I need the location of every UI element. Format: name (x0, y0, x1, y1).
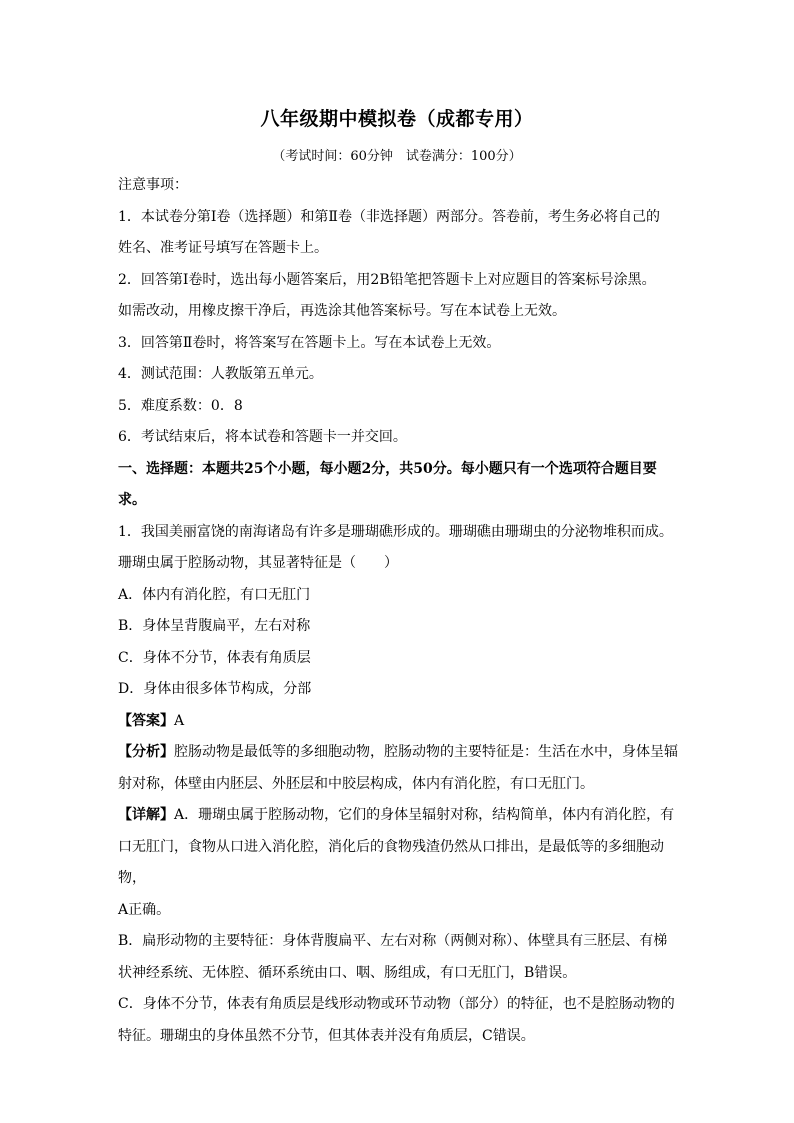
analysis-text-cont: 射对称，体壁由内胚层、外胚层和中胶层构成，体内有消化腔，有口无肛门。 (118, 775, 594, 792)
question-stem: 1．我国美丽富饶的南海诸岛有许多是珊瑚礁形成的。珊瑚礁由珊瑚虫的分泌物堆积而成。 (118, 523, 673, 540)
option-c: C．身体不分节，体表有角质层 (118, 649, 311, 666)
analysis-line (118, 737, 683, 769)
option-a: A．体内有消化腔，有口无肛门 (118, 586, 311, 603)
note-line: 6．考试结束后，将本试卷和答题卡一并交回。 (118, 429, 407, 445)
answer-tag: 【答案】 (118, 712, 174, 729)
option-d: D．身体由很多体节构成，分部 (118, 681, 312, 697)
section-heading-cont: 求。 (118, 492, 146, 508)
note-line: 4．测试范围：人教版第五单元。 (118, 366, 323, 382)
note-line: 2．回答第Ⅰ卷时，选出每小题答案后，用2B铅笔把答题卡上对应题目的答案标号涂黑。 (118, 271, 656, 288)
note-line: 姓名、准考证号填写在答题卡上。 (118, 240, 328, 256)
analysis-tag: 【分析】 (118, 744, 174, 760)
detail-c: C．身体不分节，体表有角质层是线形动物或环节动物（部分）的特征，也不是腔肠动物的 (118, 996, 675, 1012)
detail-b-cont: 状神经系统、无体腔、循环系统由口、咽、肠组成，有口无肛门，B错误。 (118, 964, 577, 981)
note-line: 1．本试卷分第Ⅰ卷（选择题）和第Ⅱ卷（非选择题）两部分。答卷前，考生务必将自己的 (118, 208, 660, 225)
answer-line (118, 706, 683, 738)
notes-heading: 注意事项： (118, 177, 188, 193)
detail-text: A．珊瑚虫属于腔肠动物，它们的身体呈辐射对称，结构简单，体内有消化腔，有 (174, 807, 675, 823)
question-stem-cont: 珊瑚虫属于腔肠动物，其显著特征是（ ） (118, 555, 398, 571)
option-b: B．身体呈背腹扁平，左右对称 (118, 618, 311, 634)
section-heading: 一、选择题：本题共25个小题，每小题2分，共50分。每小题只有一个选项符合题目要 (118, 460, 657, 477)
page-title: 八年级期中模拟卷（成都专用） (260, 108, 534, 130)
exam-info: （考试时间：60分钟 试卷满分：100分） (272, 149, 522, 164)
note-line: 3．回答第Ⅱ卷时，将答案写在答题卡上。写在本试卷上无效。 (118, 334, 501, 351)
note-line: 5．难度系数：0．8 (118, 397, 243, 414)
detail-b: B．扁形动物的主要特征：身体背腹扁平、左右对称（两侧对称）、体壁具有三胚层、有梯 (118, 933, 668, 949)
detail-tag: 【详解】 (118, 807, 174, 823)
detail-line (118, 800, 683, 832)
answer-value: A (174, 712, 185, 729)
detail-c-cont: 特征。珊瑚虫的身体虽然不分节，但其体表并没有角质层，C错误。 (118, 1027, 535, 1044)
detail-text-cont: 口无肛门，食物从口进入消化腔，消化后的食物残渣仍然从口排出，是最低等的多细胞动物， (118, 838, 664, 886)
analysis-text: 腔肠动物是最低等的多细胞动物，腔肠动物的主要特征是：生活在水中，身体呈辐 (174, 744, 678, 760)
note-line: 如需改动，用橡皮擦干净后，再选涂其他答案标号。写在本试卷上无效。 (118, 303, 566, 319)
document-body (118, 170, 683, 1052)
detail-text-cont: A正确。 (118, 901, 171, 918)
